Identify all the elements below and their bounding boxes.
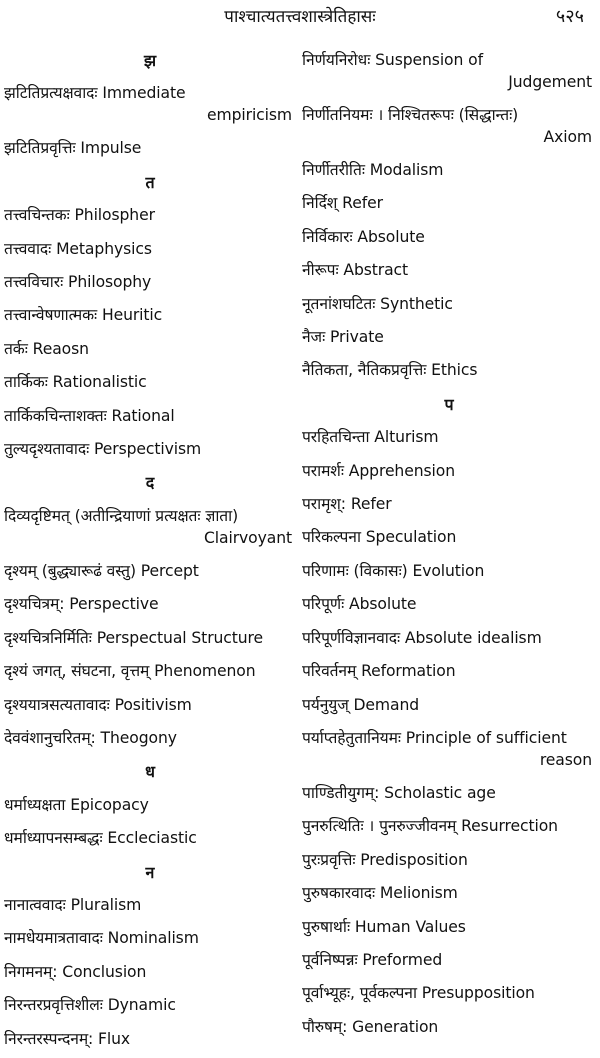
glossary-entry: निर्णीतरीतिः Modalism [302, 161, 444, 179]
glossary-entry-line-1: दिव्यदृष्टिमत् (अतीन्द्रियाणां प्रत्यक्षतः ज्ञाता) [4, 506, 239, 525]
section-letter: प [444, 394, 454, 414]
glossary-entry: नैजः Private [302, 328, 384, 347]
glossary-entry: परिणामः (विकासः) Evolution [302, 561, 485, 580]
glossary-entry: तुल्यदृश्यतावादः Perspectivism [4, 440, 202, 459]
glossary-entry: दृश्यचित्रनिर्मितिः Perspectual Structure [4, 628, 264, 647]
glossary-entry: दृश्यं जगत्, संघटना, वृत्तम् Phenomenon [4, 662, 256, 681]
glossary-entry [302, 99, 596, 154]
glossary-entry: नीरूपः Abstract [302, 261, 409, 280]
glossary-entry: तत्त्वविचारः Philosophy [4, 273, 152, 292]
glossary-entry: निर्विकारः Absolute [302, 227, 425, 246]
glossary-entry: परिकल्पना Speculation [302, 528, 457, 547]
glossary-entry: पाण्डितीयुगम्: Scholastic age [302, 783, 496, 802]
glossary-entry-line-2: Axiom [543, 128, 592, 146]
glossary-entry: पुरुषकारवादः Melionism [302, 884, 458, 903]
glossary-entry: पौरुषम्: Generation [302, 1017, 439, 1036]
glossary-entry: पुरःप्रवृत्तिः Predisposition [302, 850, 468, 869]
glossary-entry: निगमनम्: Conclusion [4, 962, 147, 981]
glossary-entry: नानात्ववादः Pluralism [4, 895, 142, 914]
glossary-entry: दृश्यम् (बुद्ध्यारूढं वस्तु) Percept [4, 561, 199, 580]
glossary-entry: नामधेयमात्रतावादः Nominalism [4, 929, 199, 948]
running-title: पाश्चात्यतत्त्वशास्त्रेतिहासः [224, 7, 376, 27]
glossary-entry: परामर्शः Apprehension [302, 461, 455, 480]
page-header [0, 4, 600, 34]
section-letter: द [145, 473, 155, 493]
glossary-entry: तत्त्वान्वेषणात्मकः Heuritic [4, 306, 163, 325]
glossary-entry-line-1: निर्णीतनियमः । निश्चितरूपः (सिद्धान्तः) [302, 106, 519, 124]
glossary-entry: पुरुषार्थाः Human Values [302, 917, 466, 936]
glossary-entry [302, 44, 596, 99]
glossary-entry: पर्यनुयुज् Demand [302, 695, 420, 714]
glossary-entry: नूतनांशघटितः Synthetic [302, 294, 453, 313]
glossary-entry [302, 722, 596, 777]
glossary-entry: झटितिप्रवृत्तिः Impulse [4, 139, 142, 158]
glossary-entry: पूर्वाभ्यूहः, पूर्वकल्पना Presupposition [302, 984, 535, 1003]
glossary-entry: देववंशानुचरितम्: Theogony [4, 728, 177, 747]
glossary-entry: निरन्तरप्रवृत्तिशीलः Dynamic [4, 996, 176, 1015]
glossary-entry-line-2: Clairvoyant [204, 528, 292, 547]
glossary-entry-line-1: निर्णयनिरोधः Suspension of [302, 51, 483, 69]
section-letter: त [145, 172, 155, 192]
glossary-entry: धर्माध्यापनसम्बद्धः Eccleciastic [4, 829, 197, 848]
glossary-entry-line-1: झटितिप्रत्यक्षवादः Immediate [4, 84, 186, 103]
glossary-column-left [4, 44, 296, 1056]
glossary-entry: दृश्यचित्रम्: Perspective [4, 595, 159, 614]
section-letter: न [145, 862, 155, 882]
glossary-entry: परिपूर्णविज्ञानवादः Absolute idealism [302, 628, 542, 647]
glossary-entry-line-2: Judgement [508, 73, 592, 91]
glossary-entry-line-2: empiricism [207, 106, 292, 125]
glossary-entry: परिवर्तनम् Reformation [302, 662, 456, 681]
glossary-entry: पुनरुत्थितिः । पुनरुज्जीवनम् Resurrection [302, 817, 558, 836]
glossary-entry: निरन्तरस्पन्दनम्: Flux [4, 1029, 131, 1048]
glossary-entry [4, 77, 296, 132]
section-letter: ध [145, 762, 155, 782]
glossary-entry: परिपूर्णः Absolute [302, 595, 417, 614]
glossary-column-right [302, 44, 596, 1044]
glossary-entry: दृश्ययात्रसत्यतावादः Positivism [4, 695, 192, 714]
glossary-entry: धर्माध्यक्षता Epicopacy [4, 795, 149, 814]
page-number: ५२५ [555, 6, 584, 27]
glossary-entry: नैतिकता, नैतिकप्रवृत्तिः Ethics [302, 361, 478, 380]
glossary-entry: तार्किकचिन्ताशक्तः Rational [4, 406, 175, 425]
glossary-entry-line-2: reason [539, 750, 592, 769]
glossary-entry: परहितचिन्ता Alturism [302, 428, 439, 447]
glossary-entry: तत्त्ववादः Metaphysics [4, 239, 152, 258]
glossary-entry: तार्किकः Rationalistic [4, 373, 147, 392]
glossary-entry: परामृश्: Refer [302, 495, 392, 514]
glossary-entry: पूर्वनिष्पन्नः Preformed [302, 950, 443, 969]
section-letter: झ [143, 51, 157, 70]
glossary-entry: निर्दिश् Refer [302, 194, 383, 213]
glossary-entry: तत्त्वचिन्तकः Philospher [4, 206, 155, 225]
glossary-entry-line-1: पर्याप्तहेतुतानियमः Principle of sufficient [302, 728, 567, 747]
glossary-entry: तर्कः Reaosn [4, 339, 89, 358]
glossary-entry [4, 500, 296, 555]
